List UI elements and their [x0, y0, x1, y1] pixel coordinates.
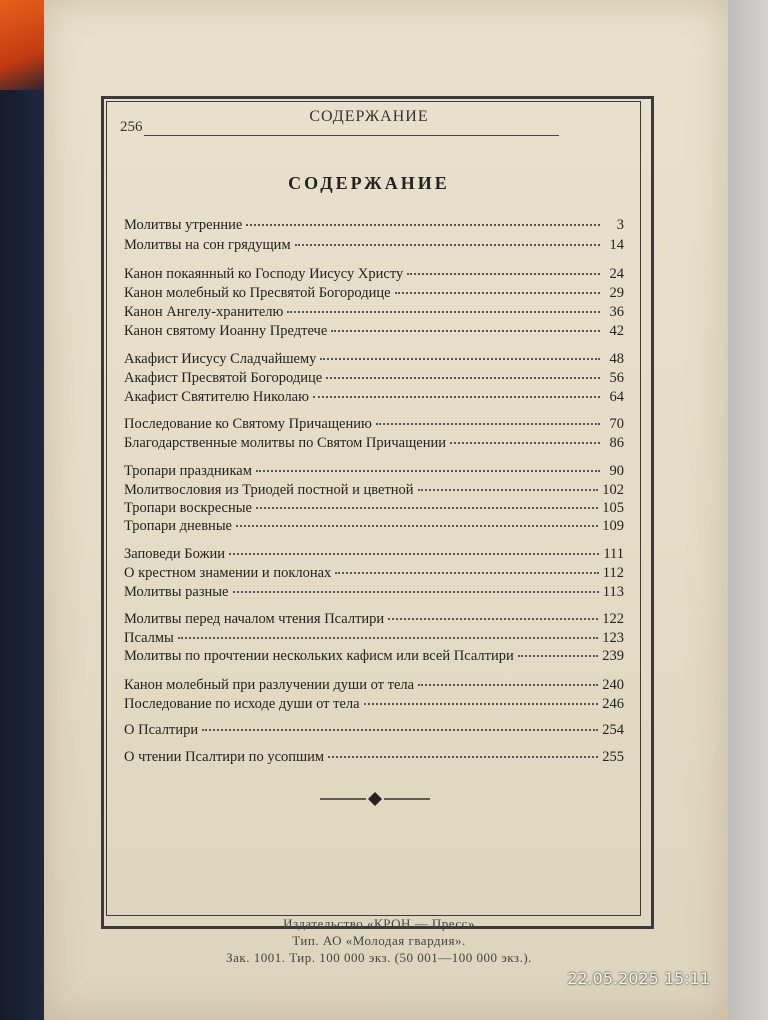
imprint-print-run: Зак. 1001. Тир. 100 000 экз. (50 001—100 000 экз.). — [226, 950, 532, 965]
toc-label: Молитвословия из Триодей постной и цветной — [124, 482, 414, 498]
leader-dots — [287, 311, 600, 313]
toc-label: Молитвы разные — [124, 584, 229, 600]
toc-label: Молитвы перед началом чтения Псалтири — [124, 611, 385, 627]
leader-dots — [229, 553, 599, 555]
toc-entry — [124, 518, 624, 538]
toc-label: Тропари праздникам — [124, 463, 252, 479]
leader-dots — [376, 423, 600, 425]
toc-label: Канон покаянный ко Господу Иисусу Христу — [124, 266, 404, 282]
toc-label: О чтении Псалтири по усопшим — [124, 749, 325, 765]
toc-entry — [124, 677, 624, 697]
toc-page: 64 — [609, 389, 624, 405]
leader-dots — [518, 655, 599, 657]
diamond-ornament-icon — [320, 789, 430, 809]
toc-page: 70 — [609, 416, 624, 432]
leader-dots — [364, 703, 599, 705]
leader-dots — [320, 358, 600, 360]
toc-label: Канон молебный при разлучении души от тела — [124, 677, 415, 693]
leader-dots — [418, 684, 598, 686]
page-number: 256 — [120, 119, 143, 135]
toc-entry — [124, 565, 624, 585]
toc-entry — [124, 463, 624, 483]
leader-dots — [295, 244, 600, 246]
toc-label: Акафист Иисусу Сладчайшему — [124, 351, 317, 367]
toc-label: Тропари воскресные — [124, 500, 252, 516]
toc-entry — [124, 285, 624, 305]
toc-entry — [124, 696, 624, 716]
toc-page: 105 — [602, 500, 624, 516]
photo-timestamp: 22.05.2025 15:11 — [567, 969, 710, 988]
toc-entry — [124, 435, 624, 455]
toc-entry — [124, 370, 624, 390]
leader-dots — [246, 224, 600, 226]
toc-page: 112 — [602, 565, 624, 581]
leader-dots — [326, 377, 600, 379]
toc-page: 239 — [602, 648, 624, 664]
toc-page: 24 — [609, 266, 624, 282]
toc-entry — [124, 351, 624, 371]
toc-page: 113 — [602, 584, 624, 600]
leader-dots — [388, 618, 598, 620]
toc-label: Тропари дневные — [124, 518, 232, 534]
toc-page: 246 — [602, 696, 624, 712]
toc-page: 36 — [609, 304, 624, 320]
toc-label: О Псалтири — [124, 722, 199, 738]
toc-entry — [124, 722, 624, 742]
toc-entry — [124, 648, 624, 668]
leader-dots — [450, 442, 600, 444]
toc-page: 240 — [602, 677, 624, 693]
toc-label: Молитвы утренние — [124, 217, 243, 233]
toc-label: Канон святому Иоанну Предтече — [124, 323, 328, 339]
toc-page: 255 — [602, 749, 624, 765]
toc-page: 3 — [616, 217, 624, 233]
toc-label: Благодарственные молитвы по Святом Причащении — [124, 435, 447, 451]
book-page — [44, 0, 728, 1020]
toc-page: 29 — [609, 285, 624, 301]
leader-dots — [233, 591, 599, 593]
leader-dots — [256, 507, 598, 509]
toc-page: 102 — [602, 482, 624, 498]
toc-entry — [124, 416, 624, 436]
toc-entry — [124, 266, 624, 286]
toc-label: Канон молебный ко Пресвятой Богородице — [124, 285, 391, 301]
toc-entry — [124, 217, 624, 237]
toc-label: Псалмы — [124, 630, 174, 646]
imprint-publisher: Издательство «КРОН — Пресс» — [283, 916, 475, 931]
toc-entry — [124, 500, 624, 520]
toc-label: Канон Ангелу-хранителю — [124, 304, 284, 320]
toc-entry — [124, 304, 624, 324]
leader-dots — [236, 525, 598, 527]
toc-entry — [124, 611, 624, 631]
toc-label: Последование по исходе души от тела — [124, 696, 360, 712]
toc-entry — [124, 482, 624, 502]
toc-label: Молитвы по прочтении нескольких кафисм или всей Псалтири — [124, 648, 514, 664]
imprint-printer: Тип. АО «Молодая гвардия». — [292, 933, 466, 948]
toc-label: О крестном знамении и поклонах — [124, 565, 332, 581]
leader-dots — [313, 396, 600, 398]
toc-page: 90 — [609, 463, 624, 479]
toc-entry — [124, 749, 624, 769]
page-title: СОДЕРЖАНИЕ — [288, 173, 450, 193]
leader-dots — [418, 489, 599, 491]
toc-label: Заповеди Божии — [124, 546, 226, 562]
toc-entry — [124, 584, 624, 604]
leader-dots — [395, 292, 600, 294]
toc-label: Молитвы на сон грядущим — [124, 237, 291, 253]
toc-page: 14 — [609, 237, 624, 253]
toc-entry — [124, 237, 624, 257]
toc-label: Акафист Святителю Николаю — [124, 389, 309, 405]
leader-dots — [202, 729, 598, 731]
header-rule — [144, 135, 559, 136]
toc-page: 48 — [609, 351, 624, 367]
toc-page: 109 — [602, 518, 624, 534]
leader-dots — [256, 470, 600, 472]
leader-dots — [407, 273, 600, 275]
leader-dots — [331, 330, 600, 332]
leader-dots — [328, 756, 598, 758]
toc-page: 122 — [602, 611, 624, 627]
leader-dots — [178, 637, 598, 639]
toc-page: 86 — [609, 435, 624, 451]
toc-label: Последование ко Святому Причащению — [124, 416, 372, 432]
toc-page: 111 — [603, 546, 624, 562]
toc-page: 254 — [602, 722, 624, 738]
toc-label: Акафист Пресвятой Богородице — [124, 370, 323, 386]
toc-entry — [124, 546, 624, 566]
toc-entry — [124, 630, 624, 650]
leader-dots — [335, 572, 598, 574]
toc-entry — [124, 323, 624, 343]
toc-page: 123 — [602, 630, 624, 646]
toc-entry — [124, 389, 624, 409]
toc-page: 42 — [609, 323, 624, 339]
toc-page: 56 — [609, 370, 624, 386]
running-head: СОДЕРЖАНИЕ — [309, 108, 429, 125]
